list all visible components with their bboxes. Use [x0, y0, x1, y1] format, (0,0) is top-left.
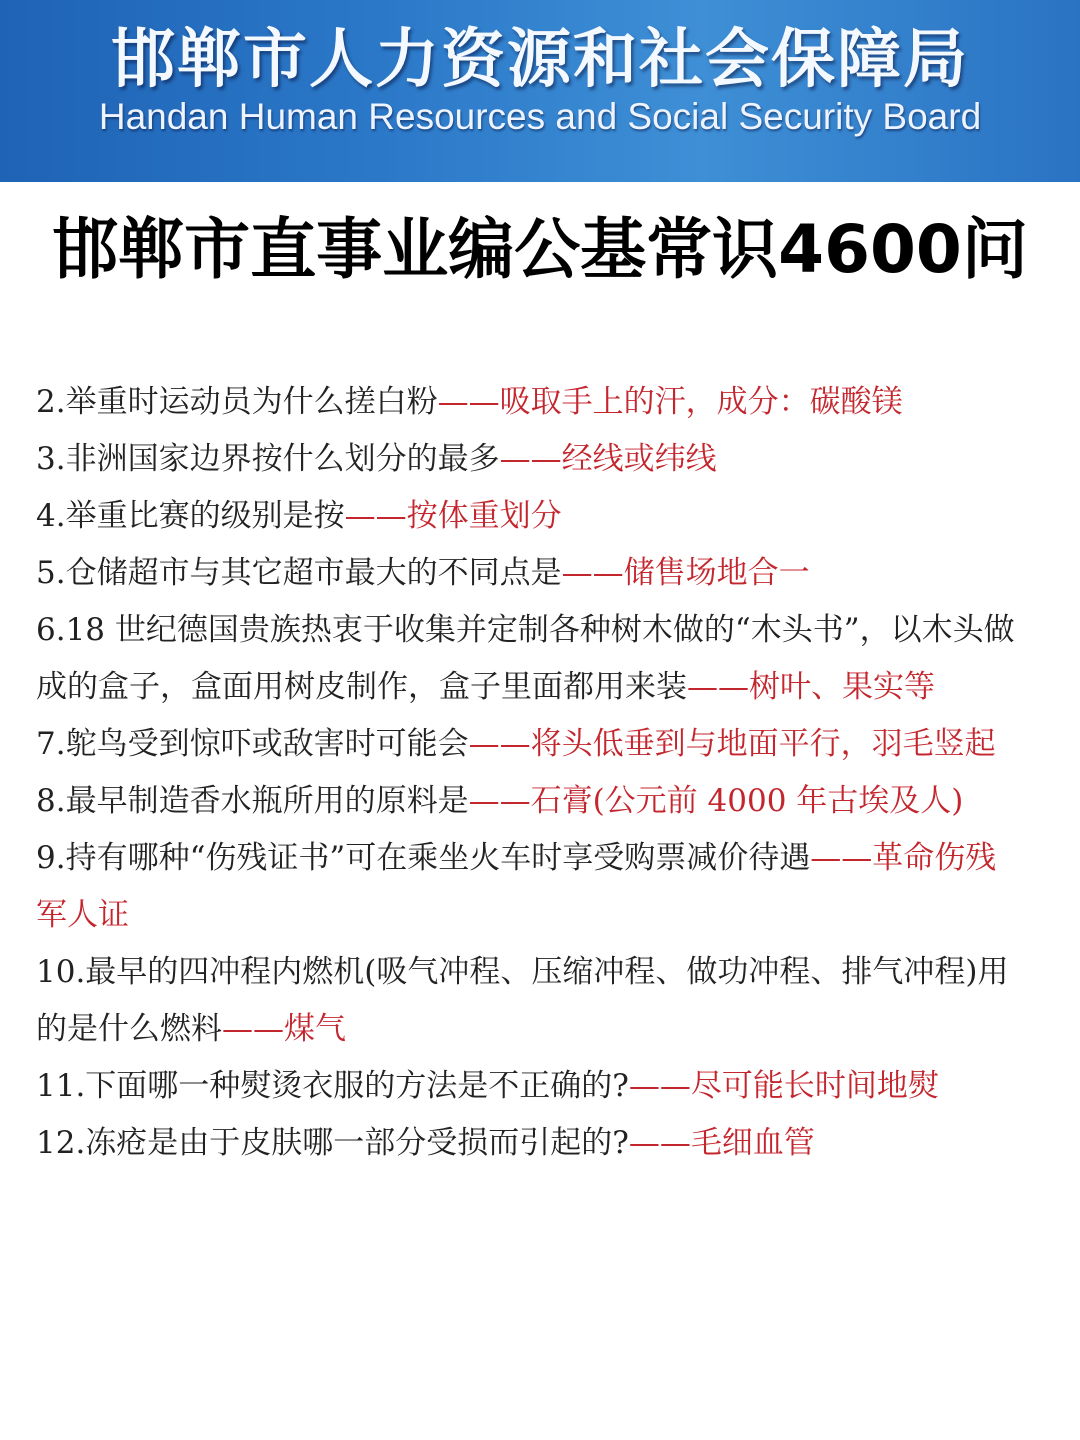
qa-answer: ——革命伤残军人证 [36, 840, 997, 933]
qa-answer: ——树叶、果实等 [687, 669, 935, 705]
qa-answer: ——储售场地合一 [561, 555, 810, 591]
qa-answer: ——经线或纬线 [499, 441, 717, 477]
qa-item [36, 488, 1026, 545]
qa-item [36, 602, 1026, 716]
qa-question: 10.最早的四冲程内燃机(吸气冲程、压缩冲程、做功冲程、排气冲程)用的是什么燃料 [36, 954, 1009, 1047]
qa-question: 12.冻疮是由于皮肤哪一部分受损而引起的? [36, 1125, 629, 1161]
qa-answer: ——将头低垂到与地面平行，羽毛竖起 [468, 726, 996, 762]
qa-question: 9.持有哪种“伤残证书”可在乘坐火车时享受购票减价待遇 [36, 840, 811, 876]
qa-question: 8.最早制造香水瓶所用的原料是 [36, 783, 469, 819]
qa-item [36, 1058, 1026, 1115]
page-title: 邯郸市直事业编公基常识4600问 [52, 211, 1028, 288]
qa-item [36, 944, 1026, 1058]
qa-answer: ——煤气 [222, 1011, 346, 1047]
qa-question: 6.18 世纪德国贵族热衷于收集并定制各种树木做的“木头书”，以木头做成的盒子，盒面用树皮制作，盒子里面都用来装 [36, 612, 1015, 705]
qa-question: 4.举重比赛的级别是按 [36, 498, 345, 534]
qa-answer: ——毛细血管 [628, 1125, 815, 1161]
qa-item [36, 830, 1026, 944]
qa-question: 2.举重时运动员为什么搓白粉 [36, 384, 438, 420]
qa-answer: ——石膏(公元前 4000 年古埃及人) [468, 783, 964, 819]
qa-item [36, 1115, 1026, 1172]
qa-item [36, 545, 1026, 602]
qa-item [36, 431, 1026, 488]
qa-question: 3.非洲国家边界按什么划分的最多 [36, 441, 500, 477]
qa-answer: ——按体重划分 [344, 498, 562, 534]
qa-item [36, 374, 1026, 431]
qa-question: 11.下面哪一种熨烫衣服的方法是不正确的? [36, 1068, 629, 1104]
qa-answer: ——尽可能长时间地熨 [628, 1068, 939, 1104]
org-name-en: Handan Human Resources and Social Security Board [98, 96, 982, 137]
org-name-cn: 邯郸市人力资源和社会保障局 [111, 23, 969, 97]
qa-list [36, 374, 1026, 1172]
qa-question: 5.仓储超市与其它超市最大的不同点是 [36, 555, 562, 591]
header-banner [0, 0, 1080, 182]
qa-item [36, 716, 1026, 773]
qa-answer: ——吸取手上的汗，成分：碳酸镁 [437, 384, 903, 420]
qa-item [36, 773, 1026, 830]
qa-question: 7.鸵鸟受到惊吓或敌害时可能会 [36, 726, 469, 762]
